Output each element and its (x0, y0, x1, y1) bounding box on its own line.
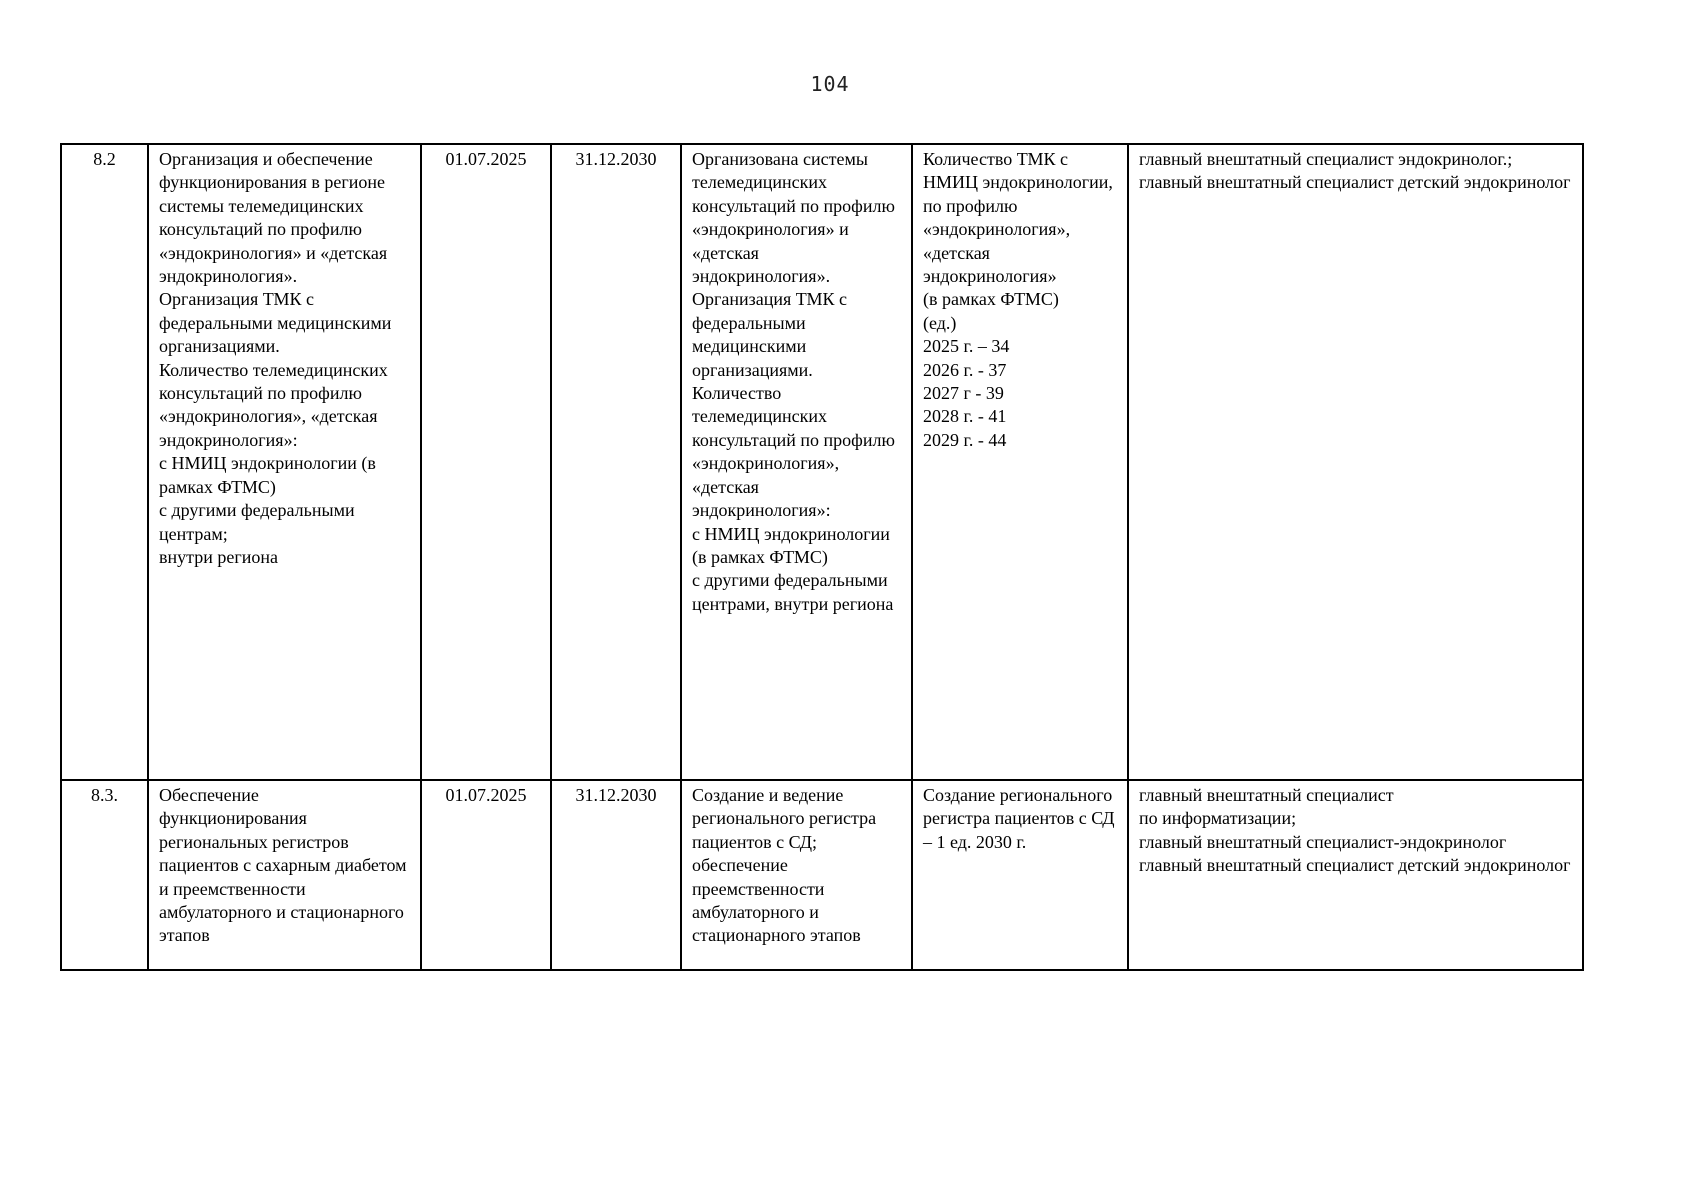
start-date-cell: 01.07.2025 (421, 780, 551, 970)
page-number: 104 (810, 72, 850, 96)
row-number: 8.2 (61, 144, 148, 780)
result-cell: Организована системы телемедицинских консультаций по профилю «эндокринология» и «детская эндокринология». Организация ТМК с федеральными медицинскими организациями. Количество телемедицинских консультаций по профилю «эндокринология», «детская эндокринология»: с НМИЦ эндокринологии (в рамках ФТМС) с другими федеральными центрами, внутри региона (681, 144, 912, 780)
start-date-cell: 01.07.2025 (421, 144, 551, 780)
responsible-cell: главный внештатный специалист по информатизации; главный внештатный специалист-эндокринолог главный внештатный специалист детский эндокринолог (1128, 780, 1583, 970)
responsible-cell: главный внештатный специалист эндокринолог.; главный внештатный специалист детский эндокринолог (1128, 144, 1583, 780)
end-date-cell: 31.12.2030 (551, 780, 681, 970)
activity-cell: Организация и обеспечение функционирования в регионе системы телемедицинских консультаций по профилю «эндокринология» и «детская эндокринология». Организация ТМК с федеральными медицинскими организациями. Количество телемедицинских консультаций по профилю «эндокринология», «детская эндокринология»: с НМИЦ эндокринологии (в рамках ФТМС) с другими федеральными центрам; внутри региона (148, 144, 421, 780)
table-row (61, 780, 1583, 970)
result-cell: Создание и ведение регионального регистра пациентов с СД; обеспечение преемственности амбулаторного и стационарного этапов (681, 780, 912, 970)
end-date-cell: 31.12.2030 (551, 144, 681, 780)
activity-cell: Обеспечение функционирования региональных регистров пациентов с сахарным диабетом и преемственности амбулаторного и стационарного этапов (148, 780, 421, 970)
indicator-cell: Количество ТМК с НМИЦ эндокринологии, по профилю «эндокринология», «детская эндокринология» (в рамках ФТМС) (ед.) 2025 г. – 34 2026 г. - 37 2027 г - 39 2028 г. - 41 2029 г. - 44 (912, 144, 1128, 780)
activities-table (60, 143, 1584, 971)
table-row (61, 144, 1583, 780)
indicator-cell: Создание регионального регистра пациентов с СД – 1 ед. 2030 г. (912, 780, 1128, 970)
row-number: 8.3. (61, 780, 148, 970)
